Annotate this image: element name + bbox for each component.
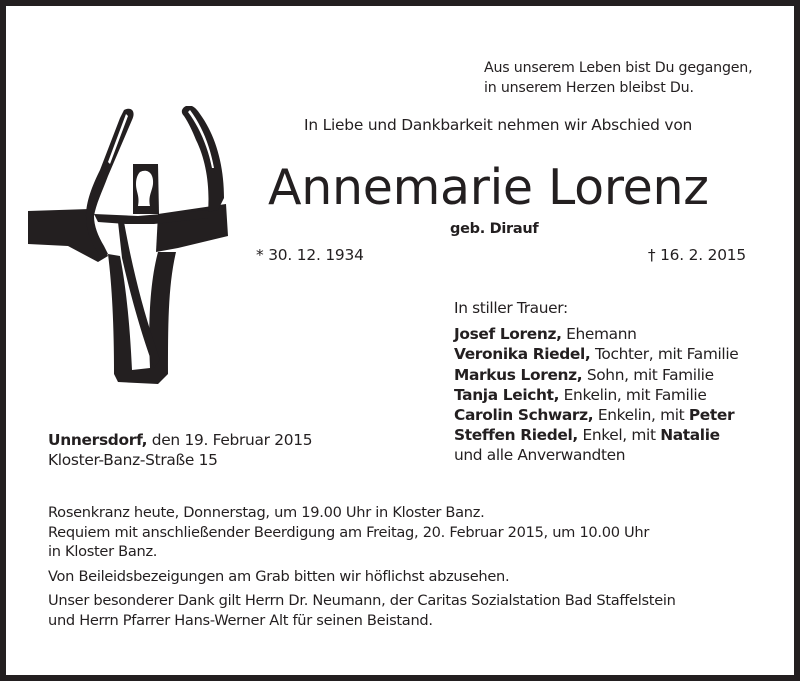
- mourner-entry: [454, 344, 738, 364]
- mourner-partner: Natalie: [660, 426, 720, 445]
- mourner-relation: Ehemann: [561, 325, 637, 344]
- intro-text: In Liebe und Dankbarkeit nehmen wir Abschied von: [304, 116, 693, 134]
- mourner-entry: [454, 385, 738, 405]
- mourner-relation: Enkelin, mit: [593, 406, 689, 425]
- mourner-name: Josef Lorenz,: [454, 325, 562, 344]
- mourners-header: In stiller Trauer:: [454, 299, 568, 317]
- mourner-name: Veronika Riedel,: [454, 345, 591, 364]
- requiem-info: Requiem mit anschließender Beerdigung am Freitag, 20. Februar 2015, um 10.00 Uhr: [48, 523, 650, 541]
- mourner-name: Carolin Schwarz,: [454, 406, 594, 425]
- rosary-info: Rosenkranz heute, Donnerstag, um 19.00 Uhr in Kloster Banz.: [48, 504, 485, 521]
- death-date: † 16. 2. 2015: [647, 246, 746, 264]
- mourner-relation: Tochter, mit Familie: [590, 345, 739, 364]
- mourner-relation: Sohn, mit Familie: [582, 365, 714, 384]
- mourner-relation: Enkel, mit: [577, 426, 661, 445]
- obituary-notice: [6, 6, 794, 675]
- maiden-name: geb. Dirauf: [450, 221, 539, 237]
- mourner-entry: [454, 405, 738, 425]
- thanks-note: und Herrn Pfarrer Hans-Werner Alt für seinen Beistand.: [48, 611, 433, 629]
- birth-date: * 30. 12. 1934: [256, 246, 364, 264]
- mourners-footer: und alle Anverwandten: [454, 446, 626, 465]
- motto-line: Aus unserem Leben bist Du gegangen,: [484, 60, 753, 76]
- address: Kloster-Banz-Straße 15: [48, 451, 218, 469]
- crucifix-icon: [28, 106, 230, 386]
- mourner-name: Steffen Riedel,: [454, 426, 578, 445]
- mourner-partner: Peter: [688, 406, 735, 425]
- deceased-name: Annemarie Lorenz: [268, 159, 709, 216]
- condolence-note: Von Beileidsbezeigungen am Grab bitten wir höflichst abzusehen.: [48, 567, 510, 585]
- mourner-name: Tanja Leicht,: [454, 385, 560, 404]
- motto-verse: [484, 58, 752, 98]
- notice-date: den 19. Februar 2015: [147, 431, 313, 449]
- funeral-notice: [48, 503, 676, 630]
- mourners-list: [454, 298, 738, 466]
- motto-line: in unserem Herzen bleibst Du.: [484, 80, 694, 96]
- mourner-entry: [454, 365, 738, 385]
- mourner-entry: [454, 324, 738, 344]
- place-and-date: [48, 430, 312, 470]
- place-line: [48, 430, 312, 450]
- mourner-name: Markus Lorenz,: [454, 365, 583, 384]
- requiem-info: in Kloster Banz.: [48, 543, 158, 560]
- mourner-relation: Enkelin, mit Familie: [559, 385, 707, 404]
- mourner-entry: [454, 425, 738, 445]
- thanks-note: Unser besonderer Dank gilt Herrn Dr. Neumann, der Caritas Sozialstation Bad Staffelstein: [48, 592, 676, 609]
- town-name: Unnersdorf,: [48, 431, 148, 449]
